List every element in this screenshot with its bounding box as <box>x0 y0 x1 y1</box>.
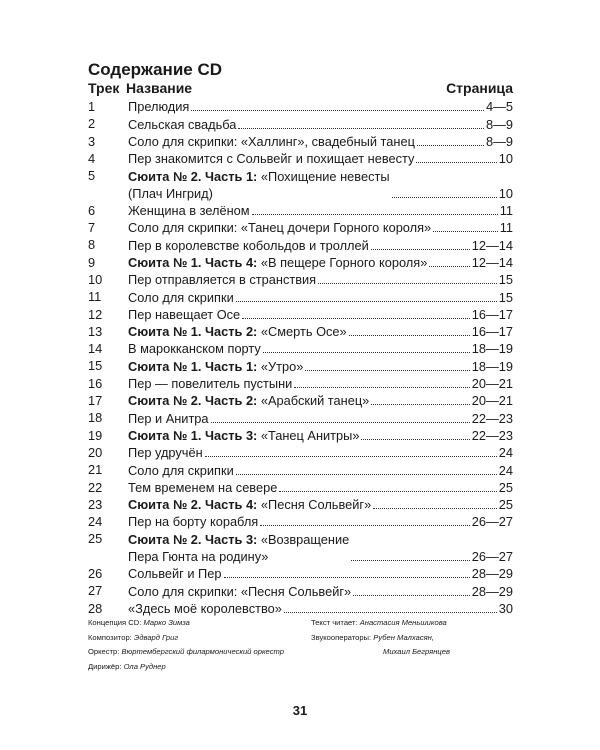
toc-row <box>88 271 513 288</box>
track-title-line <box>128 98 189 115</box>
track-title <box>128 358 303 375</box>
track-title <box>128 565 222 582</box>
track-number: 10 <box>88 271 103 287</box>
credits-right <box>311 616 450 660</box>
track-title <box>128 410 209 427</box>
toc-row <box>88 409 513 426</box>
dot-leader <box>205 456 497 457</box>
track-title-line <box>128 168 390 185</box>
suite-part-label: Сюита № 2. Часть 2: <box>128 393 258 409</box>
track-title <box>128 375 292 392</box>
toc-row <box>88 461 513 478</box>
track-number: 4 <box>88 150 96 166</box>
track-title-line <box>128 583 351 600</box>
track-pages: 18—19 <box>471 341 513 357</box>
track-title-line <box>128 513 258 530</box>
toc-row <box>88 323 513 340</box>
credit-value: Марко Зимза <box>143 618 190 627</box>
dot-leader <box>242 318 470 319</box>
track-pages: 16—17 <box>471 324 513 340</box>
track-title-line <box>128 600 282 617</box>
credit-line <box>311 616 450 631</box>
track-name: Сольвейг и Пер <box>128 566 222 582</box>
track-pages: 8—9 <box>485 116 513 132</box>
track-number: 5 <box>88 168 96 184</box>
track-number: 2 <box>88 116 96 132</box>
track-number: 13 <box>88 323 103 339</box>
track-name: Пер в королевстве кобольдов и троллей <box>128 237 369 253</box>
track-number: 21 <box>88 462 103 478</box>
track-title <box>128 133 415 150</box>
page-number: 31 <box>292 703 308 718</box>
credit-value: Эдвард Григ <box>133 632 179 642</box>
dot-leader <box>236 474 497 475</box>
track-pages: 12—14 <box>471 237 513 253</box>
dot-leader <box>429 266 469 267</box>
credit-value: Ола Руднер <box>123 661 166 671</box>
track-title-line <box>128 375 292 392</box>
credit-line <box>311 645 450 660</box>
track-number: 25 <box>88 531 103 547</box>
dot-leader <box>211 422 470 423</box>
credit-value: Вюртембергский филармонический оркестр <box>121 647 284 656</box>
track-number: 27 <box>88 583 103 599</box>
toc-row <box>88 115 513 132</box>
toc-row <box>88 496 513 513</box>
track-title <box>128 531 349 565</box>
track-title-line <box>128 150 414 167</box>
track-title <box>128 254 427 271</box>
track-title-line <box>128 323 347 340</box>
track-pages: 20—21 <box>471 376 513 392</box>
dot-leader <box>305 370 469 371</box>
track-name-continued: (Плач Ингрид) <box>128 185 213 201</box>
toc-row <box>88 219 513 236</box>
track-title-line <box>128 219 431 236</box>
track-title-line <box>128 358 303 375</box>
track-name: Соло для скрипки: «Танец дочери Горного короля» <box>128 220 432 236</box>
credit-line <box>88 631 284 646</box>
track-number: 1 <box>88 99 96 114</box>
track-title <box>128 306 240 323</box>
dot-leader <box>279 491 496 492</box>
track-title-line <box>128 254 427 271</box>
suite-part-label: Сюита № 2. Часть 3: <box>128 532 258 548</box>
credit-label: Концепция CD: <box>88 618 144 627</box>
track-name: Женщина в зелёном <box>128 203 250 219</box>
suite-part-label: Сюита № 1. Часть 2: <box>128 324 258 340</box>
track-name: Пер и Анитра <box>128 410 209 426</box>
track-pages: 12—14 <box>471 254 513 270</box>
track-title <box>128 600 282 617</box>
track-pages: 25 <box>498 479 513 495</box>
toc-row <box>88 167 513 202</box>
track-name: Прелюдия <box>128 99 190 115</box>
track-pages: 24 <box>498 445 513 461</box>
toc-row <box>88 600 513 617</box>
track-pages: 26—27 <box>471 549 513 565</box>
credit-label: Композитор: <box>88 632 134 642</box>
track-title <box>128 427 359 444</box>
track-number: 22 <box>88 479 103 495</box>
track-pages: 11 <box>499 203 513 219</box>
credit-value: Михаил Бегрянцев <box>383 647 450 656</box>
track-pages: 15 <box>498 272 513 288</box>
track-title <box>128 168 390 202</box>
track-number: 7 <box>88 220 96 236</box>
track-title <box>128 202 250 219</box>
track-number: 19 <box>88 427 103 443</box>
dot-leader <box>252 214 498 215</box>
dot-leader <box>433 231 498 232</box>
track-title-line <box>128 289 234 306</box>
credit-value: Рубен Малхасян, <box>373 632 434 642</box>
track-pages: 16—17 <box>471 306 513 322</box>
track-pages: 22—23 <box>471 427 513 443</box>
header-name: Название <box>126 80 193 96</box>
track-title <box>128 150 414 167</box>
track-number: 15 <box>88 358 103 374</box>
track-pages: 24 <box>498 462 513 478</box>
track-name: «Танец Анитры» <box>257 427 360 443</box>
track-title <box>128 444 203 461</box>
header-track: Трек <box>88 80 120 96</box>
track-title <box>128 340 261 357</box>
track-number: 9 <box>88 254 96 270</box>
track-title-line <box>128 237 369 254</box>
track-pages: 20—21 <box>471 393 513 409</box>
track-title <box>128 479 277 496</box>
dot-leader <box>416 162 496 163</box>
track-number: 26 <box>88 566 103 582</box>
track-number: 12 <box>88 306 103 322</box>
dot-leader <box>351 560 469 561</box>
dot-leader <box>371 249 470 250</box>
track-name: Тем временем на севере <box>128 479 278 495</box>
toc-row <box>88 288 513 305</box>
track-name: «Утро» <box>257 358 304 374</box>
track-number: 18 <box>88 410 103 426</box>
track-name: В марокканском порту <box>128 341 261 357</box>
suite-part-label: Сюита № 2. Часть 1: <box>128 168 258 184</box>
dot-leader <box>224 577 470 578</box>
toc-row <box>88 444 513 461</box>
credit-line <box>88 645 284 660</box>
track-title-line <box>128 410 209 427</box>
track-pages: 10 <box>498 151 513 167</box>
credit-line <box>311 631 450 646</box>
track-number: 24 <box>88 514 103 530</box>
toc-row <box>88 357 513 374</box>
credit-line <box>88 616 284 631</box>
track-name: «Арабский танец» <box>257 393 370 409</box>
track-title <box>128 237 369 254</box>
dot-leader <box>361 439 469 440</box>
track-name: Пер навещает Осе <box>128 306 241 322</box>
track-number: 23 <box>88 496 103 512</box>
track-pages: 15 <box>498 289 513 305</box>
toc-row <box>88 427 513 444</box>
toc-header <box>88 80 513 98</box>
toc-row <box>88 530 513 565</box>
credit-line <box>88 660 284 675</box>
track-title-line <box>128 462 234 479</box>
credits-left <box>88 616 284 674</box>
track-name: Соло для скрипки <box>128 462 234 478</box>
track-pages: 8—9 <box>485 133 513 149</box>
credit-label: Текст читает: <box>311 618 360 627</box>
track-name-continued: Пера Гюнта на родину» <box>128 549 269 565</box>
suite-part-label: Сюита № 1. Часть 1: <box>128 358 258 374</box>
credit-label: Звукооператоры: <box>311 632 374 642</box>
track-pages: 25 <box>498 497 513 513</box>
track-pages: 30 <box>498 600 513 616</box>
track-name: «Песня Сольвейг» <box>257 497 372 513</box>
track-number: 8 <box>88 237 96 253</box>
toc-row <box>88 254 513 271</box>
track-title-line <box>128 306 240 323</box>
track-title-line <box>128 444 203 461</box>
track-name: Пер — повелитель пустыни <box>128 376 293 392</box>
dot-leader <box>238 128 484 129</box>
toc-row <box>88 150 513 167</box>
dot-leader <box>236 301 497 302</box>
toc-row <box>88 306 513 323</box>
dot-leader <box>260 525 470 526</box>
track-name: Сельская свадьба <box>128 116 237 132</box>
dot-leader <box>392 197 497 198</box>
toc-row <box>88 133 513 150</box>
track-title-line <box>128 133 415 150</box>
track-number: 16 <box>88 375 103 391</box>
dot-leader <box>373 508 497 509</box>
track-name: Пер отправляется в странствия <box>128 272 317 288</box>
dot-leader <box>371 404 469 405</box>
dot-leader <box>284 612 497 613</box>
suite-part-label: Сюита № 2. Часть 4: <box>128 497 258 513</box>
toc-row <box>88 98 513 115</box>
toc-row <box>88 236 513 253</box>
toc-row <box>88 202 513 219</box>
dot-leader <box>353 595 470 596</box>
track-number: 6 <box>88 202 96 218</box>
toc-title: Содержание CD <box>88 60 223 79</box>
credit-label: Оркестр: <box>88 647 122 656</box>
track-title-line <box>128 392 369 409</box>
toc-row <box>88 392 513 409</box>
track-name: Соло для скрипки <box>128 289 234 305</box>
track-name: Соло для скрипки: «Песня Сольвейг» <box>128 583 352 599</box>
toc-row <box>88 513 513 530</box>
track-name: «Похищение невесты <box>257 168 390 184</box>
toc-row <box>88 565 513 582</box>
dot-leader <box>294 387 469 388</box>
track-pages: 11 <box>499 220 513 236</box>
toc-row <box>88 582 513 599</box>
suite-part-label: Сюита № 1. Часть 4: <box>128 254 258 270</box>
track-title-line <box>128 531 349 548</box>
track-name: Пер удручён <box>128 445 203 461</box>
track-title <box>128 271 316 288</box>
header-page: Страница <box>446 80 513 96</box>
track-pages: 22—23 <box>471 410 513 426</box>
track-number: 14 <box>88 341 103 357</box>
dot-leader <box>318 283 497 284</box>
track-pages: 18—19 <box>471 358 513 374</box>
track-title <box>128 496 371 513</box>
dot-leader <box>417 145 484 146</box>
track-pages: 28—29 <box>471 566 513 582</box>
track-title <box>128 583 351 600</box>
track-title <box>128 219 431 236</box>
track-number: 11 <box>88 289 102 305</box>
track-number: 28 <box>88 600 103 616</box>
toc-row <box>88 479 513 496</box>
track-pages: 26—27 <box>471 514 513 530</box>
suite-part-label: Сюита № 1. Часть 3: <box>128 427 258 443</box>
track-title-line <box>128 479 277 496</box>
track-title <box>128 289 234 306</box>
track-name: «Возвращение <box>257 532 350 548</box>
track-title-line <box>128 271 316 288</box>
track-name: Пер знакомится с Сольвейг и похищает невесту <box>128 151 415 167</box>
track-pages: 4—5 <box>485 99 513 115</box>
track-title-line <box>128 340 261 357</box>
track-name: «Здесь моё королевство» <box>128 600 282 616</box>
track-title-line <box>128 427 359 444</box>
track-name: Пер на борту корабля <box>128 514 259 530</box>
track-title-line <box>128 496 371 513</box>
track-title <box>128 116 236 133</box>
dot-leader <box>191 110 484 111</box>
track-title-line <box>128 565 222 582</box>
track-title <box>128 323 347 340</box>
track-title <box>128 98 189 115</box>
track-pages: 10 <box>498 185 513 201</box>
track-title <box>128 462 234 479</box>
toc-row <box>88 340 513 357</box>
track-number: 20 <box>88 444 103 460</box>
track-name: Соло для скрипки: «Халлинг», свадебный танец <box>128 133 415 149</box>
dot-leader <box>263 352 470 353</box>
track-number: 3 <box>88 133 96 149</box>
track-title <box>128 513 258 530</box>
credit-value: Анастасия Меньшикова <box>359 618 447 627</box>
track-title-line <box>128 202 250 219</box>
track-name: «Смерть Осе» <box>257 324 347 340</box>
track-pages: 28—29 <box>471 583 513 599</box>
track-number: 17 <box>88 393 103 409</box>
toc-row <box>88 375 513 392</box>
track-name: «В пещере Горного короля» <box>257 254 428 270</box>
credit-label: Дирижёр: <box>88 661 124 671</box>
dot-leader <box>349 335 470 336</box>
track-title-line <box>128 116 236 133</box>
toc-list <box>88 98 513 617</box>
track-title <box>128 392 369 409</box>
